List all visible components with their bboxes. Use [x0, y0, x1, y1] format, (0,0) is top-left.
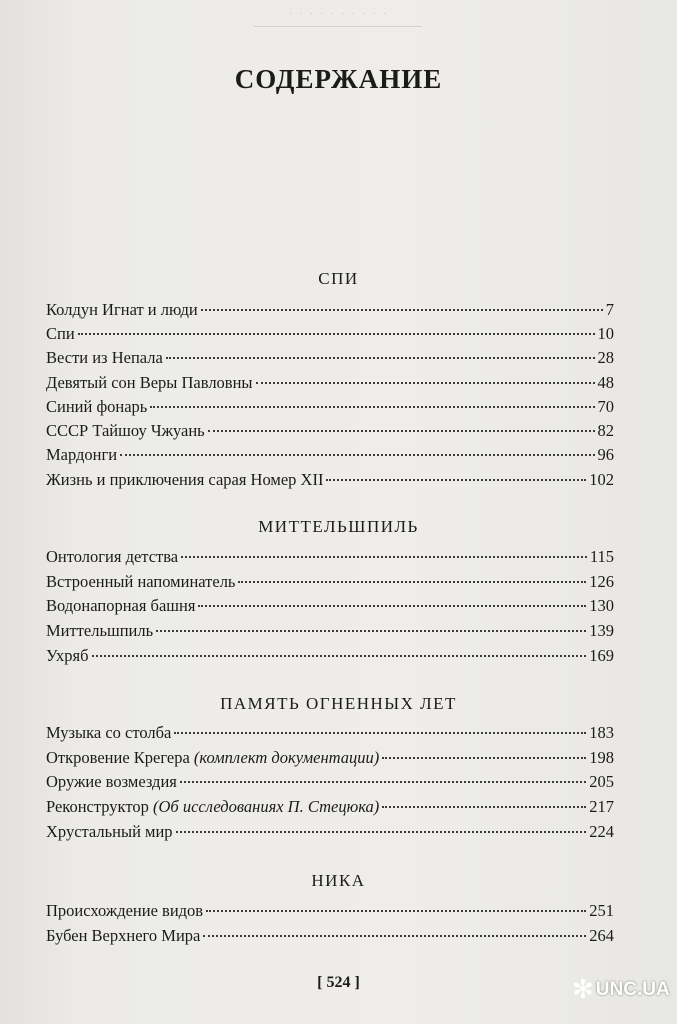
- toc-entry: [46, 373, 614, 395]
- entry-title: Оружие возмездия: [46, 772, 177, 791]
- dot-leader: [166, 357, 595, 359]
- entry-title: СССР Тайшоу Чжуань: [46, 421, 205, 440]
- entry-page: 28: [597, 348, 614, 367]
- entry-page: 48: [597, 373, 614, 392]
- entry-title: Откровение Крегера: [46, 748, 190, 767]
- dot-leader: [382, 806, 586, 808]
- section-heading: ПАМЯТЬ ОГНЕННЫХ ЛЕТ: [220, 694, 457, 713]
- toc-entry: [46, 397, 614, 419]
- entry-title: Музыка со столба: [46, 723, 172, 742]
- entry-page: 251: [589, 901, 614, 920]
- entry-title: Жизнь и приключения сарая Номер XII: [46, 470, 324, 489]
- entry-page: 82: [597, 421, 614, 440]
- toc-entry: [46, 470, 614, 492]
- toc-entry: [46, 421, 614, 443]
- entry-page: 205: [589, 772, 614, 791]
- toc-entry: [46, 797, 614, 819]
- dot-leader: [156, 630, 586, 632]
- dot-leader: [206, 910, 586, 912]
- dot-leader: [181, 556, 587, 558]
- watermark: [572, 972, 672, 1008]
- entry-page: 126: [589, 572, 614, 591]
- toc-entry: [46, 723, 614, 745]
- entry-title: Ухряб: [46, 646, 89, 665]
- dot-leader: [174, 732, 586, 734]
- toc-entry: [46, 324, 614, 346]
- dot-leader: [150, 406, 594, 408]
- toc-entry: [46, 621, 614, 643]
- entry-page: 7: [605, 300, 614, 319]
- header-rule: [254, 26, 422, 27]
- entry-title: Мардонги: [46, 445, 118, 464]
- page-title: СОДЕРЖАНИЕ: [234, 64, 443, 94]
- dot-leader: [92, 655, 587, 657]
- dot-leader: [198, 605, 586, 607]
- entry-page: 139: [589, 621, 614, 640]
- entry-note: (Об исследованиях П. Стецюка): [152, 797, 380, 816]
- toc-entry: [46, 748, 614, 770]
- dot-leader: [120, 454, 594, 456]
- entry-title: Реконструктор: [46, 797, 149, 816]
- entry-page: 102: [589, 470, 614, 489]
- toc-entry: [46, 572, 614, 594]
- section-heading: СПИ: [318, 269, 359, 288]
- watermark-text: UNC.UA: [595, 979, 670, 1000]
- entry-page: 70: [597, 397, 614, 416]
- dot-leader: [78, 333, 595, 335]
- entry-title: Девятый сон Веры Павловны: [46, 373, 253, 392]
- entry-title: Онтология детства: [46, 547, 179, 566]
- toc-entry: [46, 300, 614, 322]
- dot-leader: [326, 479, 586, 481]
- entry-page: 10: [597, 324, 614, 343]
- entry-page: 115: [589, 547, 614, 566]
- section-heading: МИТТЕЛЬШПИЛЬ: [258, 517, 419, 536]
- page-number: [ 524 ]: [317, 974, 360, 991]
- dot-leader: [238, 581, 586, 583]
- toc-entry: [46, 547, 614, 569]
- entry-title: Водонапорная башня: [46, 596, 196, 615]
- entry-note: (комплект документации): [193, 748, 380, 767]
- bleed-through-header: · · · · · · · · · ·: [288, 8, 389, 20]
- dot-leader: [256, 382, 595, 384]
- toc-entry: [46, 445, 614, 467]
- entry-page: 96: [597, 445, 614, 464]
- dot-leader: [203, 935, 586, 937]
- dot-leader: [201, 309, 603, 311]
- toc-entry: [46, 822, 614, 844]
- entry-title: Встроенный напоминатель: [46, 572, 236, 591]
- entry-page: 169: [589, 646, 614, 665]
- entry-title: Спи: [46, 324, 75, 343]
- dot-leader: [180, 781, 586, 783]
- entry-page: 217: [589, 797, 614, 816]
- entry-title: Бубен Верхнего Мира: [46, 926, 201, 945]
- dot-leader: [208, 430, 595, 432]
- toc-entry: [46, 926, 614, 948]
- entry-title: Колдун Игнат и люди: [46, 300, 198, 319]
- entry-page: 198: [589, 748, 614, 767]
- toc-entry: [46, 596, 614, 618]
- entry-title: Хрустальный мир: [46, 822, 173, 841]
- toc-entry: [46, 772, 614, 794]
- entry-page: 183: [589, 723, 614, 742]
- entry-page: 264: [589, 926, 614, 945]
- toc-entry: [46, 901, 614, 923]
- entry-title: Синий фонарь: [46, 397, 148, 416]
- entry-title: Происхождение видов: [46, 901, 204, 920]
- section-heading: НИКА: [311, 871, 366, 890]
- entry-page: 224: [589, 822, 614, 841]
- entry-title: Вести из Непала: [46, 348, 163, 367]
- snowflake-icon: ✻: [572, 975, 594, 1004]
- dot-leader: [382, 757, 586, 759]
- dot-leader: [176, 831, 587, 833]
- entry-title: Миттельшпиль: [46, 621, 154, 640]
- toc-entry: [46, 646, 614, 668]
- entry-page: 130: [589, 596, 614, 615]
- toc-entry: [46, 348, 614, 370]
